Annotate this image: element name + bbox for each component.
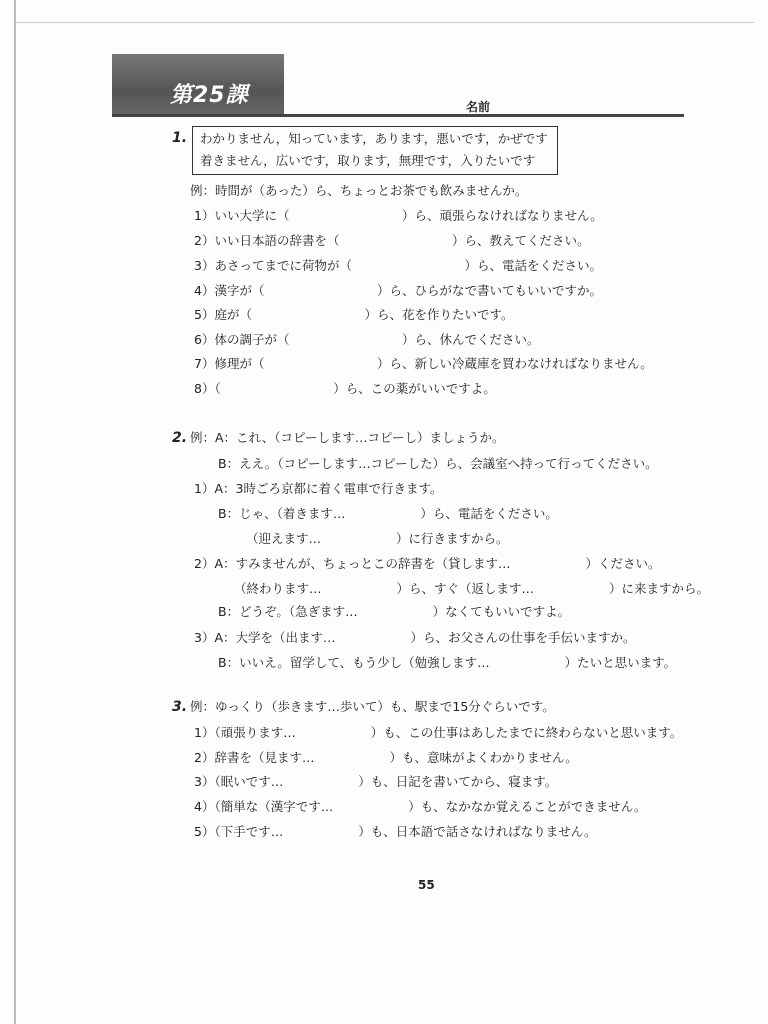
word-box-line-2: 着きません，広いです，取ります，無理です，入りたいです — [200, 153, 536, 168]
section-2-line: 3）A：大学を（出ます… ）ら、お父さんの仕事を手伝いますか。 — [194, 630, 636, 645]
name-label: 名前 — [466, 100, 491, 114]
section-3-number: 3. — [172, 699, 188, 715]
section-2-line: （迎えます… ）に行きますから。 — [246, 531, 509, 546]
section-3-example: 例：ゆっくり（歩きます…歩いて）も、駅まで15分ぐらいです。 — [190, 699, 555, 714]
section-3-item: 1）（頑張ります… ）も、この仕事はあしたまでに終わらないと思います。 — [194, 725, 683, 740]
scan-edge-left — [14, 0, 16, 1024]
section-1-item: 3）あさってまでに荷物が（ ）ら、電話をください。 — [194, 258, 602, 273]
section-2-line: 2）A：すみませんが、ちょっとこの辞書を（貸します… ）ください。 — [194, 556, 661, 571]
section-2-line: B：どうぞ。（急ぎます… ）なくてもいいですよ。 — [218, 604, 571, 619]
section-1-item: 8）（ ）ら、この薬がいいですよ。 — [194, 381, 496, 396]
section-1-item: 2）いい日本語の辞書を（ ）ら、教えてください。 — [194, 233, 590, 248]
section-1-example: 例：時間が（あった）ら、ちょっとお茶でも飲みませんか。 — [190, 183, 528, 198]
section-2-line: 例：A：これ、（コピーします…コピーし）ましょうか。 — [190, 430, 505, 445]
section-1-item: 6）体の調子が（ ）ら、休んでください。 — [194, 332, 540, 347]
section-2-line: 1）A：3時ごろ京都に着く電車で行きます。 — [194, 481, 443, 496]
header-rule — [112, 114, 684, 117]
section-1-item: 4）漢字が（ ）ら、ひらがなで書いてもいいですか。 — [194, 283, 602, 298]
scan-edge-top — [14, 22, 754, 23]
section-3-item: 3）（眠いです… ）も、日記を書いてから、寝ます。 — [194, 774, 558, 789]
section-2-line: B：いいえ。留学して、もう少し（勉強します… ）たいと思います。 — [218, 655, 677, 670]
section-2-line: B：ええ。（コピーします…コピーした）ら、会議室へ持って行ってください。 — [218, 456, 658, 471]
section-1-item: 1）いい大学に（ ）ら、頑張らなければなりません。 — [194, 208, 603, 223]
section-1-number: 1. — [172, 130, 188, 146]
section-3-item: 5）（下手です… ）も、日本語で話さなければなりません。 — [194, 824, 597, 839]
page-number: 55 — [418, 878, 435, 892]
section-2-line: B：じゃ、（着きます… ）ら、電話をください。 — [218, 506, 558, 521]
section-1-item: 5）庭が（ ）ら、花を作りたいです。 — [194, 307, 514, 322]
lesson-title: 第25課 — [170, 83, 249, 108]
section-3-item: 4）（簡単な（漢字です… ）も、なかなか覚えることができません。 — [194, 799, 647, 814]
word-box-line-1: わかりません，知っています，あります，悪いです，かぜです — [200, 131, 548, 146]
section-2-number: 2. — [172, 430, 188, 446]
section-1-item: 7）修理が（ ）ら、新しい冷蔵庫を買わなければなりません。 — [194, 356, 653, 371]
section-3-item: 2）辞書を（見ます… ）も、意味がよくわかりません。 — [194, 750, 578, 765]
section-2-line: （終わります… ）ら、すぐ（返します… ）に来ますから。 — [234, 581, 710, 596]
